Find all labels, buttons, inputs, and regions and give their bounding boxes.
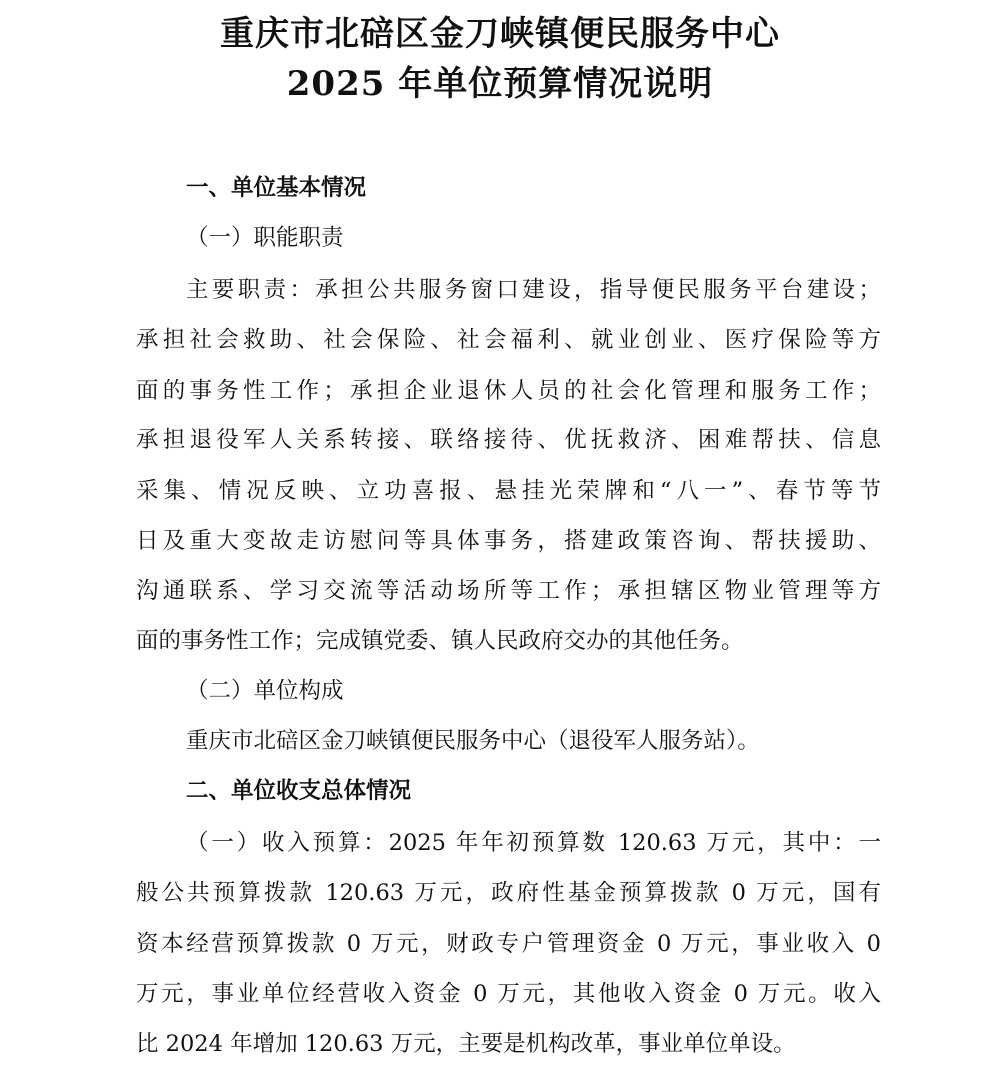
paragraph-line: 资本经营预算拨款 0 万元，财政专户管理资金 0 万元，事业收入 0 (136, 931, 881, 957)
paragraph-line: 日及重大变故走访慰问等具体事务，搭建政策咨询、帮扶援助、 (136, 528, 881, 554)
section1-sub2-text: 重庆市北碚区金刀峡镇便民服务中心（退役军人服务站）。 (186, 728, 760, 754)
paragraph-line: 承担社会救助、社会保险、社会福利、就业创业、医疗保险等方 (136, 327, 881, 353)
paragraph-line: 采集、情况反映、立功喜报、悬挂光荣牌和“八一”、春节等节 (136, 478, 881, 504)
document-title-line1: 重庆市北碚区金刀峡镇便民服务中心 (220, 14, 780, 54)
document-title-line2: 2025 年单位预算情况说明 (286, 64, 714, 104)
paragraph-line: 承担退役军人关系转接、联络接待、优抚救济、困难帮扶、信息 (136, 427, 881, 453)
paragraph-line: 沟通联系、学习交流等活动场所等工作；承担辖区物业管理等方 (136, 578, 881, 604)
paragraph-line: （一）收入预算：2025 年年初预算数 120.63 万元，其中：一 (186, 830, 881, 856)
section1-sub1-heading: （一）职能职责 (186, 225, 344, 251)
paragraph-line: 面的事务性工作；承担企业退休人员的社会化管理和服务工作； (136, 378, 881, 404)
paragraph-line: 比 2024 年增加 120.63 万元，主要是机构改革，事业单位单设。 (136, 1031, 796, 1057)
paragraph-line: 面的事务性工作；完成镇党委、镇人民政府交办的其他任务。 (136, 628, 744, 654)
section1-sub2-heading: （二）单位构成 (186, 678, 344, 704)
section2-heading: 二、单位收支总体情况 (186, 778, 412, 804)
paragraph-line: 主要职责：承担公共服务窗口建设，指导便民服务平台建设； (186, 277, 881, 303)
paragraph-line: 般公共预算拨款 120.63 万元，政府性基金预算拨款 0 万元，国有 (136, 880, 881, 906)
paragraph-line: 万元，事业单位经营收入资金 0 万元，其他收入资金 0 万元。收入 (136, 981, 881, 1007)
section1-heading: 一、单位基本情况 (186, 175, 367, 201)
